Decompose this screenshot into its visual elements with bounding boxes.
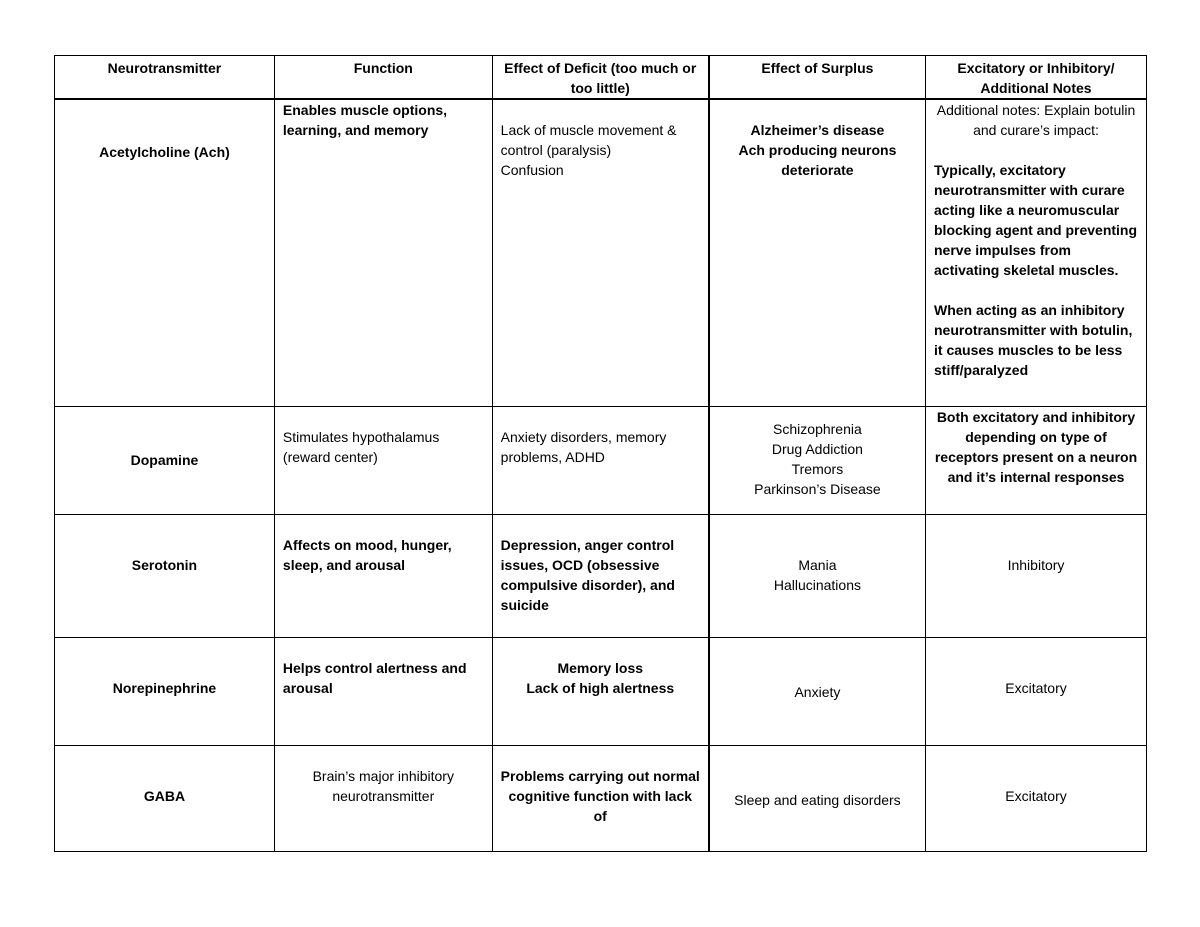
cell-deficit: Lack of muscle movement & control (paralysis) Confusion [492,99,709,406]
table-header-row [55,56,1147,100]
cell-surplus: Schizophrenia Drug Addiction Tremors Parkinson’s Disease [709,406,926,514]
cell-notes [926,99,1147,406]
cell-surplus: Sleep and eating disorders [709,745,926,851]
row-name-norepinephrine: Norepinephrine [55,637,275,745]
cell-surplus: Alzheimer’s disease Ach producing neurons deteriorate [709,99,926,406]
cell-deficit: Anxiety disorders, memory problems, ADHD [492,406,709,514]
table-row [55,745,1147,851]
cell-function: Stimulates hypothalamus (reward center) [274,406,492,514]
cell-notes: Both excitatory and inhibitory depending on type of receptors present on a neuron and it’s internal responses [926,406,1147,514]
header-effect-of-deficit: Effect of Deficit (too much or too little) [492,56,709,100]
cell-notes: Excitatory [926,745,1147,851]
row-name-dopamine: Dopamine [55,406,275,514]
header-function: Function [274,56,492,100]
table-row [55,406,1147,514]
cell-surplus: Anxiety [709,637,926,745]
notes-intro: Additional notes: Explain botulin and curare’s impact: [936,102,1136,138]
header-neurotransmitter: Neurotransmitter [55,56,275,100]
cell-function: Brain’s major inhibitory neurotransmitter [274,745,492,851]
cell-function: Affects on mood, hunger, sleep, and arousal [274,514,492,637]
table-row [55,99,1147,406]
cell-function: Helps control alertness and arousal [274,637,492,745]
table-row [55,637,1147,745]
header-effect-of-surplus: Effect of Surplus [709,56,926,100]
notes-botulin-paragraph: When acting as an inhibitory neurotransmitter with botulin, it causes muscles to be less stiff/paralyzed [934,302,1133,378]
header-excitatory-inhibitory-notes: Excitatory or Inhibitory/ Additional Notes [926,56,1147,100]
cell-deficit: Depression, anger control issues, OCD (obsessive compulsive disorder), and suicide [492,514,709,637]
row-name-gaba: GABA [55,745,275,851]
row-name-acetylcholine: Acetylcholine (Ach) [55,99,275,406]
cell-deficit: Memory loss Lack of high alertness [492,637,709,745]
row-name-serotonin: Serotonin [55,514,275,637]
cell-notes: Inhibitory [926,514,1147,637]
cell-function: Enables muscle options, learning, and memory [274,99,492,406]
cell-notes: Excitatory [926,637,1147,745]
notes-curare-paragraph: Typically, excitatory neurotransmitter with curare acting like a neuromuscular blocking agent and preventing nerve impulses from activating skeletal muscles. [934,162,1138,278]
cell-deficit: Problems carrying out normal cognitive function with lack of [492,745,709,851]
neurotransmitter-table [54,55,1147,852]
cell-surplus: Mania Hallucinations [709,514,926,637]
table-row [55,514,1147,637]
